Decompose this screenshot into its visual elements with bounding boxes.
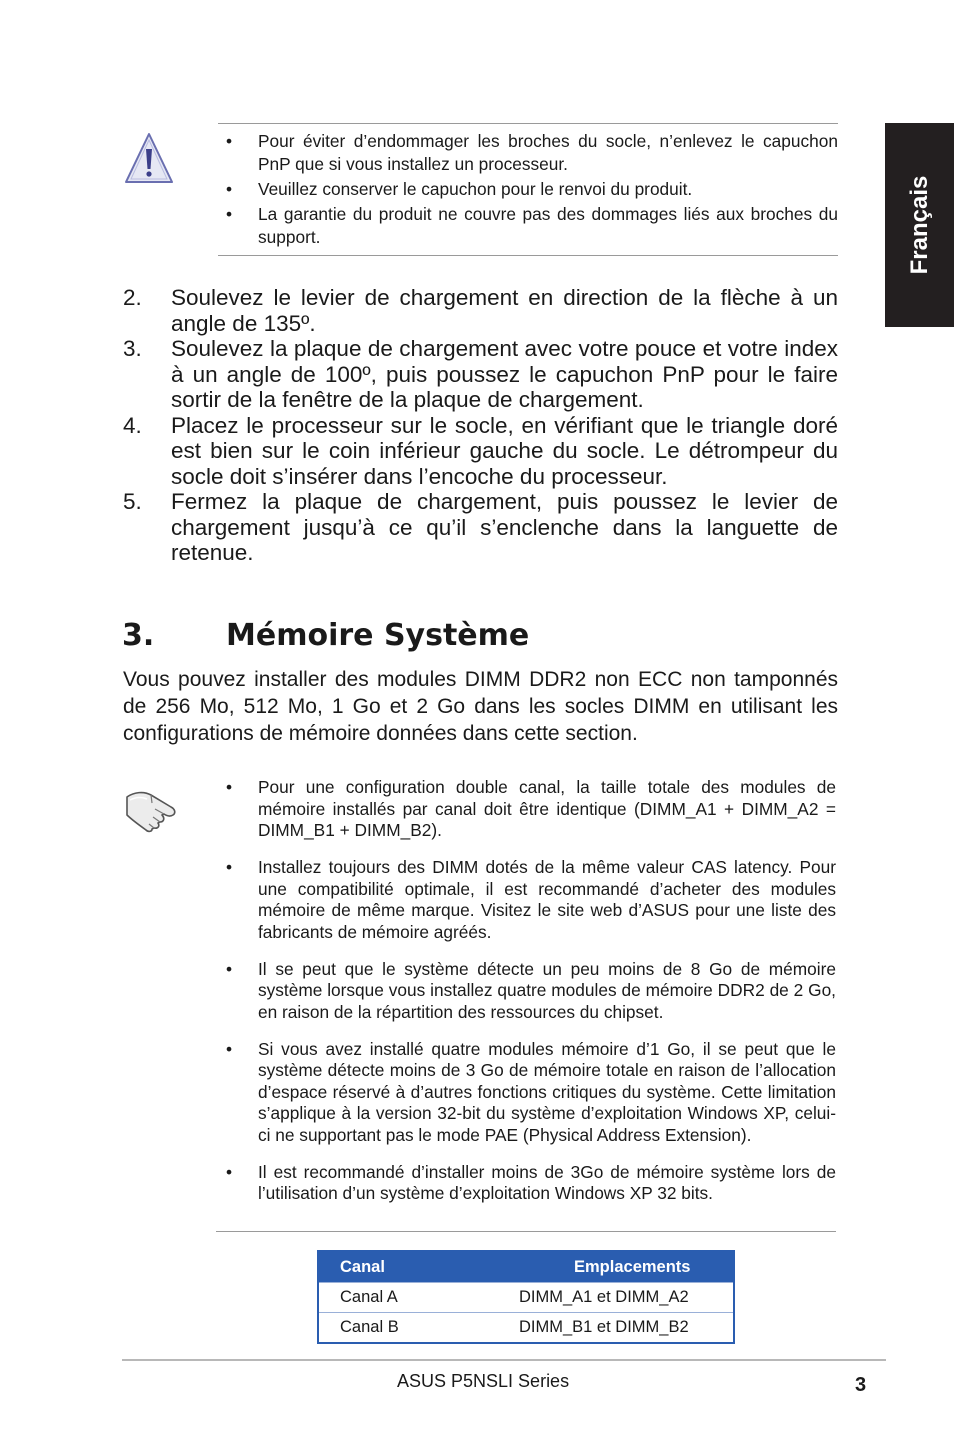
language-tab-label: Français [905, 175, 933, 275]
table-cell: Canal A [318, 1283, 480, 1313]
warning-item: • Veuillez conserver le capuchon pour le renvoi du produit. [219, 178, 838, 201]
warning-top-rule [218, 123, 838, 124]
step-text: Soulevez la plaque de chargement avec votre pouce et votre index à un angle de 100º, puis poussez le capuchon PnP pour le faire sortir de la fenêtre de la plaque de chargement. [171, 336, 838, 412]
warning-item: • Pour éviter d’endommager les broches du socle, n’enlevez le capuchon PnP que si vous installez un processeur. [219, 130, 838, 176]
step-item [123, 413, 838, 490]
language-tab [885, 123, 954, 327]
step-text: Soulevez le levier de chargement en direction de la flèche à un angle de 135º. [171, 285, 838, 336]
step-item [123, 336, 838, 413]
footer-product: ASUS P5NSLI Series [397, 1371, 570, 1391]
table-cell: DIMM_B1 et DIMM_B2 [480, 1313, 734, 1344]
installation-steps [123, 285, 838, 566]
table-row [318, 1313, 734, 1344]
pointing-hand-icon [124, 785, 180, 833]
table-header-row [318, 1251, 734, 1283]
note-bottom-rule [216, 1231, 836, 1232]
note-item: • Pour une configuration double canal, la taille totale des modules de mémoire installés par canal doit être identique (DIMM_A1 + DIMM_A2 = DIMM_B1 + DIMM_B2). [219, 777, 836, 842]
table-header-cell: Emplacements [480, 1251, 734, 1283]
step-item [123, 285, 838, 336]
step-number: 5. [123, 489, 142, 514]
warning-bottom-rule [218, 255, 838, 256]
page-number: 3 [855, 1374, 867, 1396]
footer-rule [122, 1359, 886, 1361]
section-heading [122, 618, 529, 653]
table-row [318, 1283, 734, 1313]
warning-list [219, 130, 838, 251]
channel-table [317, 1250, 735, 1344]
table-cell: Canal B [318, 1313, 480, 1344]
step-number: 4. [123, 412, 142, 438]
note-item: • Si vous avez installé quatre modules mémoire d’1 Go, il se peut que le système détecte moins de 3 Go de mémoire totale en raison de l’allocation d’espace réservé à d’autres fonctions critiques du système. Cette limitation s’applique à la version 32-bit du système d’exploitation Windows XP, celui-ci ne supportant pas le mode PAE (Physical Address Extension). [219, 1039, 836, 1147]
step-text: Placez le processeur sur le socle, en vérifiant que le triangle doré est bien sur le coin inférieur gauche du socle. Le détrompeur du socle doit s’insérer dans l’encoche du processeur. [171, 412, 838, 489]
intro-paragraph: Vous pouvez installer des modules DIMM DDR2 non ECC non tamponnés de 256 Mo, 512 Mo, 1 Go et 2 Go dans les socles DIMM en utilisant les configurations de mémoire données dans cette section. [123, 668, 838, 745]
warning-item: • La garantie du produit ne couvre pas des dommages liés aux broches du support. [219, 203, 838, 249]
step-item [123, 489, 838, 566]
note-item: • Il se peut que le système détecte un peu moins de 8 Go de mémoire système lorsque vous installez quatre modules de mémoire DDR2 de 2 Go, en raison de la répartition des ressources du chipset. [219, 959, 836, 1024]
table-header-cell: Canal [318, 1251, 480, 1283]
note-item: • Il est recommandé d’installer moins de 3Go de mémoire système lors de l’utilisation d’un système d’exploitation Windows XP 32 bits. [219, 1162, 836, 1205]
step-text: Fermez la plaque de chargement, puis poussez le levier de chargement jusqu’à ce qu’il s’enclenche dans la languette de retenue. [171, 489, 838, 565]
section-number: 3. [122, 618, 155, 653]
warning-triangle-icon [123, 131, 175, 185]
note-item: • Installez toujours des DIMM dotés de la même valeur CAS latency. Pour une compatibilité optimale, il est recommandé d’acheter des modules mémoire de même marque. Visitez le site web d’ASUS pour une liste des fabricants de mémoire agréés. [219, 857, 836, 943]
note-list [219, 777, 836, 1220]
step-number: 2. [123, 285, 142, 310]
step-number: 3. [123, 336, 142, 361]
table-cell: DIMM_A1 et DIMM_A2 [480, 1283, 734, 1313]
section-title: Mémoire Système [226, 618, 530, 653]
